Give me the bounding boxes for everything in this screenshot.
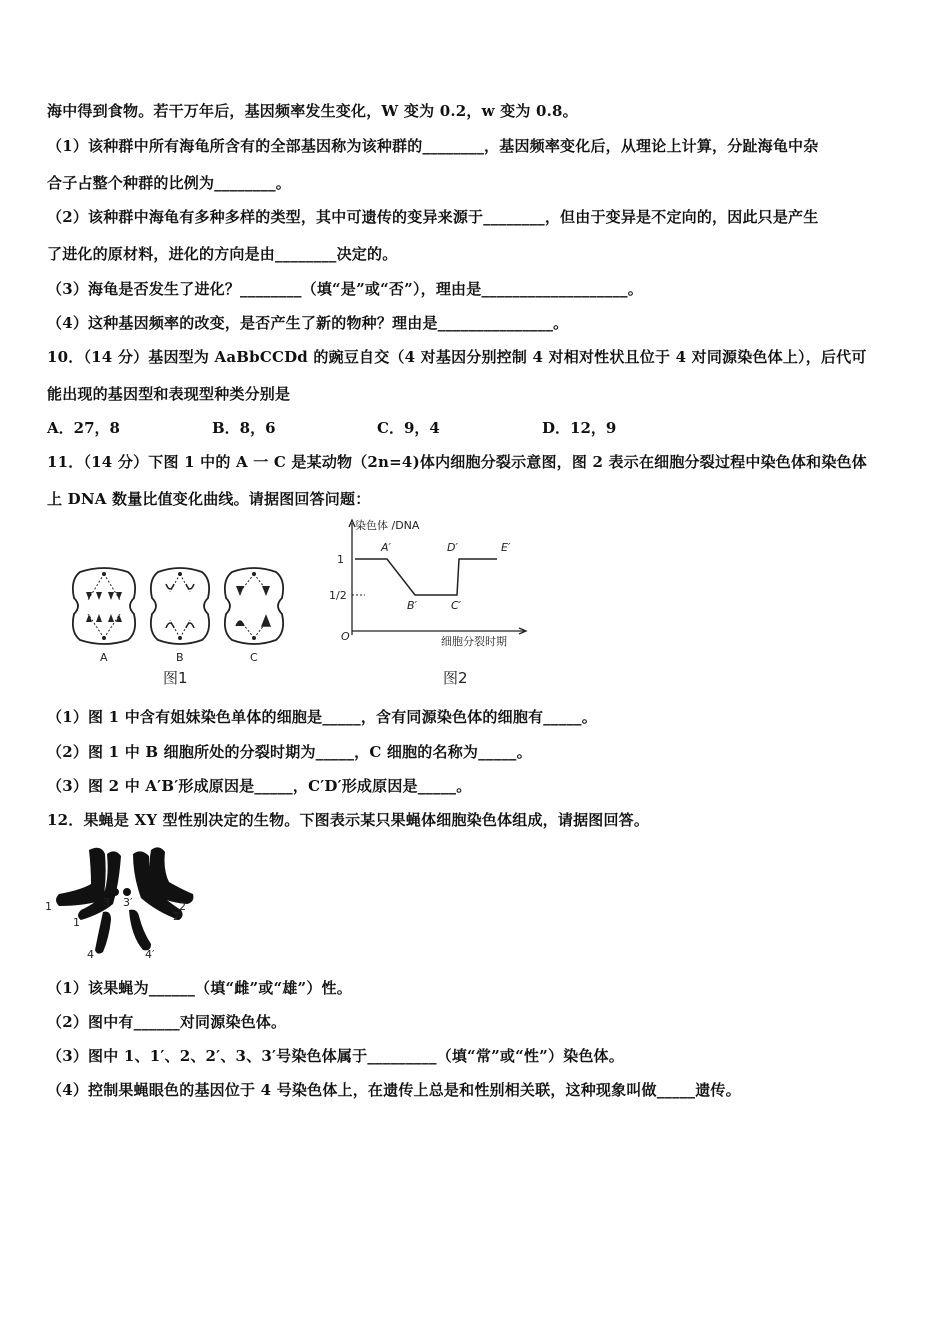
q11-stem-line2: 上 DNA 数量比值变化曲线。请据图回答问题：: [47, 490, 371, 508]
q9-part4: （4）这种基因频率的改变，是否产生了新的物种？理由是_______________。: [47, 314, 569, 332]
q11-part2: （2）图 1 中 B 细胞所处的分裂时期为_____，C 细胞的名称为_____。: [47, 743, 532, 761]
label-3-prime: 3′: [123, 896, 133, 909]
point-label-3: C′: [451, 599, 462, 612]
label-2-prime: 2′: [173, 910, 183, 923]
label-3: 3: [103, 896, 110, 909]
point-label-4: D′: [447, 541, 458, 554]
chromosome-4: [95, 912, 111, 954]
x-axis-label: 细胞分裂时期: [441, 635, 507, 648]
q9-part1-line1: （1）该种群中所有海龟所含有的全部基因称为该种群的________，基因频率变化后，从理论上计算，分趾海龟中杂: [47, 137, 819, 155]
label-4: 4: [87, 948, 94, 961]
label-1: 1: [45, 900, 52, 913]
figure-2-caption: 图2: [443, 669, 468, 687]
q12-part1: （1）该果蝇为______（填“雌”或“雄”）性。: [47, 979, 352, 997]
q12-part3: （3）图中 1、1′、2、2′、3、3′号染色体属于_________（填“常”或“性”）染色体。: [47, 1047, 624, 1065]
cell-label-c: C: [250, 651, 258, 664]
figure-2-chart: [325, 515, 535, 655]
q10-stem-line1: 10．（14 分）基因型为 AaBbCCDd 的豌豆自交（4 对基因分别控制 4 对相对性状且位于 4 对同源染色体上），后代可: [47, 348, 867, 366]
figure-fruitfly-chromosomes: [45, 840, 195, 965]
label-2: 2: [179, 900, 186, 913]
point-label-1: A′: [381, 541, 392, 554]
q10-option-d: D．12，9: [542, 419, 617, 437]
q11-part1: （1）图 1 中含有姐妹染色单体的细胞是_____，含有同源染色体的细胞有_____。: [47, 708, 597, 726]
y-axis-label: 染色体 /DNA: [355, 519, 420, 532]
q9-part1-line2: 合子占整个种群的比例为________。: [47, 174, 292, 192]
origin-label: O: [341, 630, 350, 643]
q11-part3: （3）图 2 中 A′B′形成原因是_____，C′D′形成原因是_____。: [47, 777, 472, 795]
ytick-1: 1: [337, 553, 344, 566]
cell-c: [225, 568, 283, 644]
chromosome-3-prime: [123, 888, 131, 896]
q9-part3: （3）海龟是否发生了进化？________（填“是”或“否”），理由是___________________。: [47, 280, 643, 298]
chromosome-1: [56, 848, 106, 906]
ytick-half: 1/2: [329, 589, 347, 602]
q11-stem-line1: 11．（14 分）下图 1 中的 A 一 C 是某动物（2n=4)体内细胞分裂示意图，图 2 表示在细胞分裂过程中染色体和染色体: [47, 453, 867, 471]
ratio-curve: [355, 559, 497, 595]
point-label-2: B′: [407, 599, 418, 612]
q9-intro: 海中得到食物。若干万年后，基因频率发生变化，W 变为 0.2，w 变为 0.8。: [47, 102, 578, 120]
chromosome-3: [111, 888, 119, 896]
q9-part2-line2: 了进化的原材料，进化的方向是由________决定的。: [47, 245, 398, 263]
chromosome-4-prime: [129, 910, 151, 951]
q10-stem-line2: 能出现的基因型和表现型种类分别是: [47, 385, 291, 403]
label-4-prime: 4′: [145, 948, 155, 961]
point-label-5: E′: [501, 541, 511, 554]
q10-option-c: C．9，4: [377, 419, 440, 437]
q12-part2: （2）图中有______对同源染色体。: [47, 1013, 287, 1031]
q10-option-b: B．8，6: [212, 419, 276, 437]
q9-part2-line1: （2）该种群中海龟有多种多样的类型，其中可遗传的变异来源于________，但由于变异是不定向的，因此只是产生: [47, 208, 819, 226]
q12-part4: （4）控制果蝇眼色的基因位于 4 号染色体上，在遗传上总是和性别相关联，这种现象叫做_____遗传。: [47, 1081, 741, 1099]
q12-stem: 12．果蝇是 XY 型性别决定的生物。下图表示某只果蝇体细胞染色体组成，请据图回答。: [47, 811, 650, 829]
cell-label-b: B: [176, 651, 184, 664]
q10-option-a: A．27，8: [47, 419, 120, 437]
figure-1-caption: 图1: [163, 669, 188, 687]
cell-b: [151, 568, 209, 644]
cell-label-a: A: [100, 651, 108, 664]
label-1-prime: 1′: [73, 916, 83, 929]
cell-a: [73, 568, 135, 644]
